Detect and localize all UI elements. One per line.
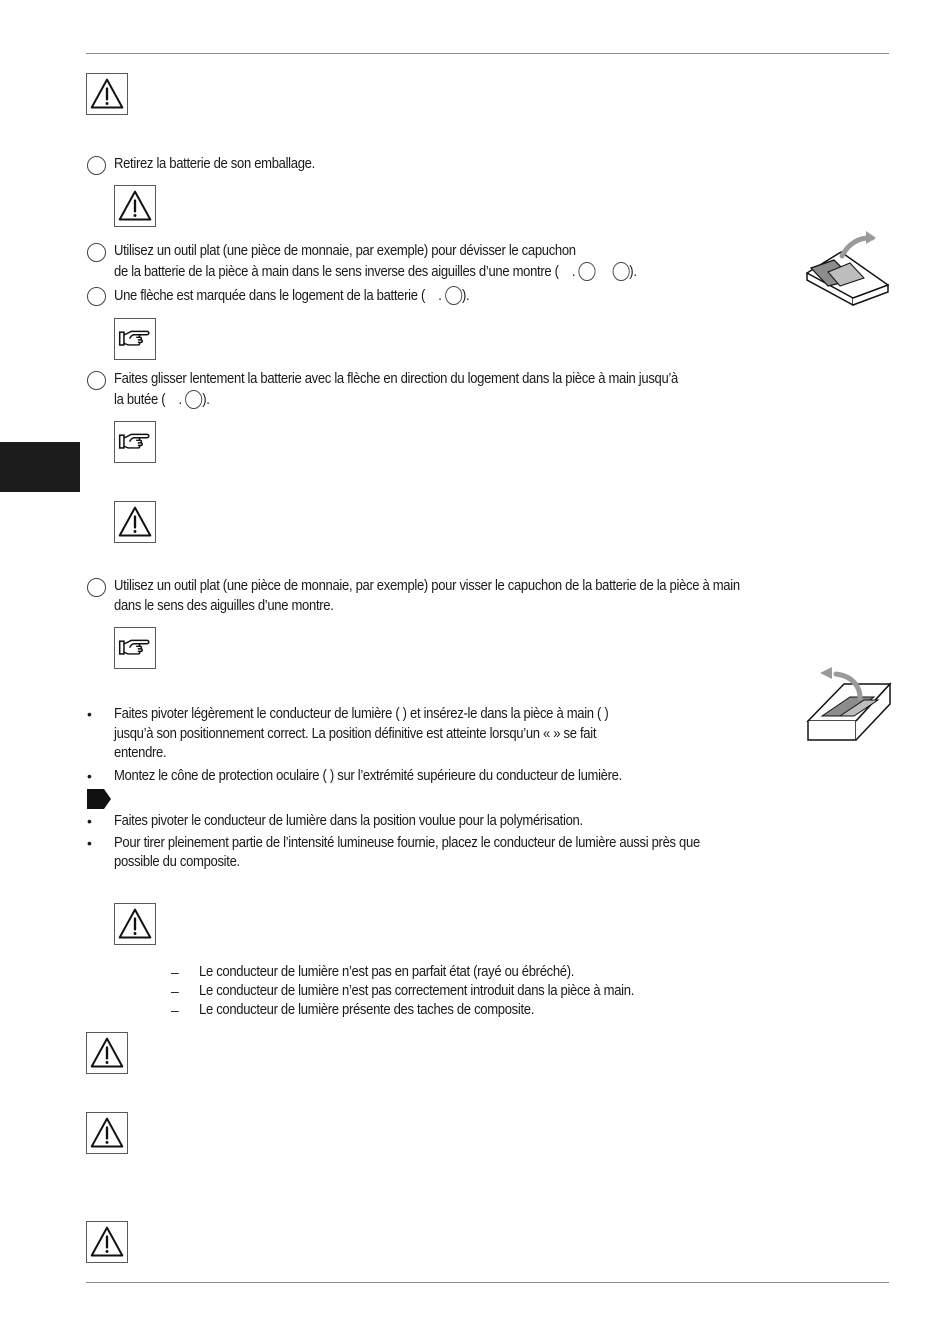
- figure-ref-circle: [185, 390, 202, 409]
- bullet-insert-light-guide-line1: Faites pivoter légèrement le conducteur de lumière ( ) et insérez-le dans la pièce à main ( ): [114, 706, 609, 722]
- dash-item-composite-stains: Le conducteur de lumière présente des taches de composite.: [199, 1002, 535, 1018]
- figure-ref-circle: [579, 262, 596, 281]
- dash-marker: –: [171, 964, 179, 980]
- bullet-marker: •: [87, 813, 92, 829]
- warning-box: [86, 73, 128, 115]
- bullet-marker: •: [87, 835, 92, 851]
- warning-triangle-icon: [89, 1224, 125, 1260]
- dash-item-scratched: Le conducteur de lumière n’est pas en parfait état (rayé ou ébréché).: [199, 964, 575, 980]
- step-arrow-marked: [114, 286, 469, 307]
- top-rule: [86, 53, 889, 54]
- step-slide-text: la butée (: [114, 392, 166, 408]
- step-arrow-text: Une flèche est marquée dans le logement de la batterie (: [114, 288, 425, 304]
- step-screw-line2: dans le sens des aiguilles d’une montre.: [114, 598, 334, 614]
- warning-box: [114, 501, 156, 543]
- warning-triangle-icon: [89, 1035, 125, 1071]
- section-marker-icon: [87, 789, 111, 809]
- bullet-rotate-light-guide: Faites pivoter le conducteur de lumière dans la position voulue pour la polymérisation.: [114, 813, 583, 829]
- pointing-hand-icon: [118, 430, 152, 454]
- step-unscrew-line2: [114, 262, 637, 283]
- figure-ref-dot: .: [178, 392, 182, 408]
- bullet-light-intensity-line2: possible du composite.: [114, 854, 240, 870]
- step-remove-battery: Retirez la batterie de son emballage.: [114, 156, 315, 172]
- warning-box: [86, 1032, 128, 1074]
- dash-marker: –: [171, 983, 179, 999]
- warning-box: [86, 1112, 128, 1154]
- step-number-circle: [87, 371, 106, 390]
- step-screw-line1: Utilisez un outil plat (une pièce de monnaie, par exemple) pour visser le capuchon de la batterie de la pièce à main: [114, 578, 740, 594]
- figure-ref-circle: [445, 286, 462, 305]
- warning-triangle-icon: [89, 76, 125, 112]
- dash-item-not-inserted: Le conducteur de lumière n’est pas correctement introduit dans la pièce à main.: [199, 983, 635, 999]
- battery-cap-close-illustration: [806, 664, 892, 742]
- step-slide-line1: Faites glisser lentement la batterie avec la flèche en direction du logement dans la pièce à main jusqu’à: [114, 371, 678, 387]
- step-number-circle: [87, 578, 106, 597]
- pointing-hand-icon: [118, 327, 152, 351]
- bullet-light-intensity-line1: Pour tirer pleinement partie de l’intensité lumineuse fournie, placez le conducteur de lumière aussi près que: [114, 835, 700, 851]
- warning-triangle-icon: [117, 906, 153, 942]
- step-unscrew-line1: Utilisez un outil plat (une pièce de monnaie, par exemple) pour dévisser le capuchon: [114, 243, 576, 259]
- note-box: [114, 318, 156, 360]
- bottom-rule: [86, 1282, 889, 1283]
- pointing-hand-icon: [118, 636, 152, 660]
- warning-triangle-icon: [89, 1115, 125, 1151]
- note-box: [114, 627, 156, 669]
- figure-ref-close: ).: [461, 288, 470, 304]
- step-unscrew-text: de la batterie de la pièce à main dans le sens inverse des aiguilles d’une montre (: [114, 264, 559, 280]
- warning-box: [114, 185, 156, 227]
- language-side-tab: [0, 442, 80, 492]
- note-box: [114, 421, 156, 463]
- figure-ref-close: ).: [202, 392, 210, 408]
- figure-ref-dot: .: [438, 288, 442, 304]
- bullet-insert-light-guide-line2: jusqu’à son positionnement correct. La position définitive est atteinte lorsqu’un « » se fait: [114, 726, 597, 742]
- bullet-eye-shield: Montez le cône de protection oculaire ( ) sur l’extrémité supérieure du conducteur de lumière.: [114, 768, 622, 784]
- figure-ref-circle: [612, 262, 629, 281]
- battery-cap-open-illustration: [804, 230, 890, 306]
- warning-triangle-icon: [117, 188, 153, 224]
- bullet-marker: •: [87, 768, 92, 784]
- bullet-insert-light-guide-line3: entendre.: [114, 745, 167, 761]
- warning-box: [86, 1221, 128, 1263]
- bullet-marker: •: [87, 706, 92, 722]
- step-number-circle: [87, 243, 106, 262]
- step-number-circle: [87, 287, 106, 306]
- figure-ref-close: ).: [629, 264, 637, 280]
- warning-triangle-icon: [117, 504, 153, 540]
- step-slide-line2: [114, 390, 210, 411]
- figure-ref-dot: .: [571, 264, 576, 280]
- warning-box: [114, 903, 156, 945]
- step-number-circle: [87, 156, 106, 175]
- dash-marker: –: [171, 1002, 179, 1018]
